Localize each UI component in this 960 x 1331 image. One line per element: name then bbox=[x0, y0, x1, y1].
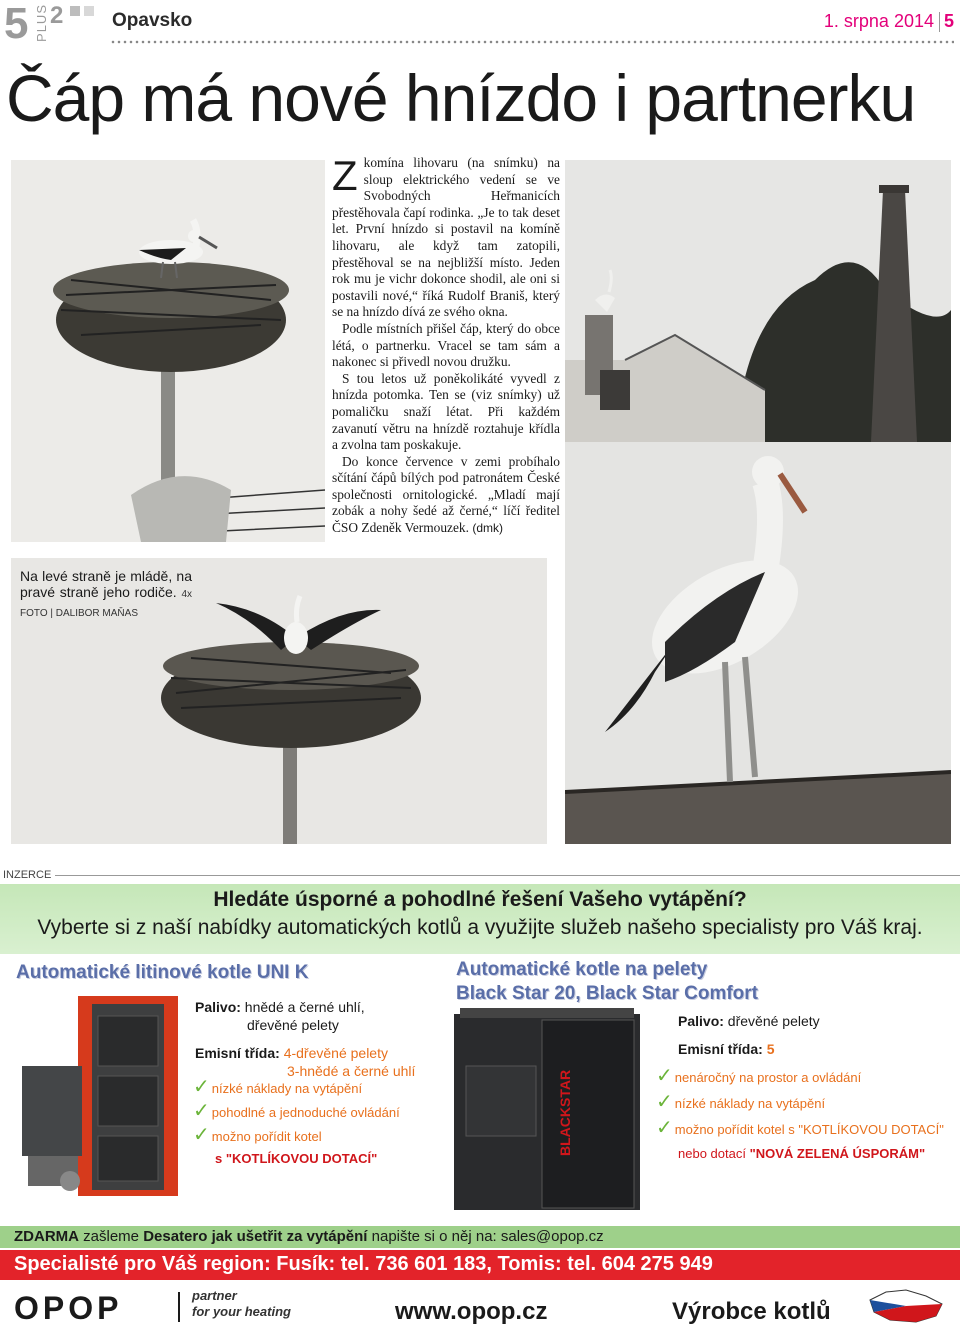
maker-slogan: Výrobce kotlů bbox=[672, 1298, 831, 1325]
opop-logo: OPOP bbox=[14, 1290, 123, 1326]
photo-credit: 4x FOTO | DALIBOR MAŇAS bbox=[20, 589, 193, 619]
ad-headline: Hledáte úsporné a pohodlné řešení Vašeho vytápění? bbox=[213, 888, 747, 911]
contact-email: napište si o něj na: sales@opop.cz bbox=[367, 1228, 604, 1245]
article-paragraph: Podle místních přišel čáp, který do obce létá, o partnerku. Vracel se tam sám a nakonec si přivedl novou družku. bbox=[332, 320, 560, 370]
feature-item: ✓ nenáročný na prostor a ovládání bbox=[656, 1065, 862, 1087]
ad-label: INZERCE bbox=[3, 869, 55, 881]
article-byline: (dmk) bbox=[472, 521, 504, 536]
check-icon: ✓ bbox=[193, 1124, 210, 1146]
ad-divider bbox=[50, 875, 960, 876]
czech-map-flag-icon bbox=[866, 1286, 946, 1326]
dotted-rule bbox=[110, 40, 954, 44]
article-dropcap: Z bbox=[332, 152, 358, 199]
photo-adult-stork bbox=[565, 442, 951, 844]
article-body bbox=[332, 152, 560, 537]
photo-young-stork-nest bbox=[11, 160, 325, 542]
article-paragraph: S tou letos už poněkolikáté vyvedl z hnízda potomka. Ten se (viz snímky) už pomaličku snaží létat. Při každém zavanutí větru na hnízdě roztahuje křídla a zvolna tam poskakuje. bbox=[332, 370, 560, 453]
feature-item: ✓ pohodlné a jednoduché ovládání bbox=[193, 1100, 400, 1122]
masthead-logo-number: 5 bbox=[4, 0, 29, 48]
feature-item: ✓ možno pořídit kotel bbox=[193, 1124, 322, 1146]
logo-divider bbox=[178, 1292, 180, 1322]
ad-left-title: Automatické litinové kotle UNI K bbox=[16, 962, 309, 983]
feature-item: ✓ nízké náklady na vytápění bbox=[656, 1091, 826, 1113]
ad-right-specs: Palivo: dřevěné pelety Emisní třída: 5 bbox=[678, 1013, 820, 1057]
feature-item: ✓ nízké náklady na vytápění bbox=[193, 1076, 363, 1098]
blackstar-label: BLACKSTAR bbox=[557, 1069, 573, 1156]
section-name: Opavsko bbox=[112, 10, 193, 31]
photo-caption: Na levé straně je mládě, na pravé straně jeho rodiče. 4x FOTO | DALIBOR MAŇAS bbox=[20, 568, 193, 619]
page-number: 5 bbox=[943, 11, 954, 31]
boiler-uni-k-image bbox=[20, 986, 185, 1201]
headline: Čáp má nové hnízdo i partnerku bbox=[6, 61, 916, 135]
subsidy-text: nebo dotací "NOVÁ ZELENÁ ÚSPORÁM" bbox=[678, 1146, 926, 1161]
header-divider bbox=[939, 12, 940, 32]
article-paragraph: Do konce července v zemi probíhalo sčítání čápů bílých pod patronátem České společnosti ornitologické. „Mladí mají zobák a nohy šedé až černé,“ líčí ředitel ČSO Zdeněk Vermouzek. (dmk) bbox=[332, 453, 560, 536]
website-link[interactable]: www.opop.cz bbox=[395, 1298, 548, 1325]
masthead-logo-plus: PLUS bbox=[34, 4, 49, 42]
boiler-black-star-image bbox=[452, 1006, 642, 1212]
ad-right-title: Automatické kotle na pelety Black Star 20, Black Star Comfort bbox=[456, 959, 759, 1004]
check-icon: ✓ bbox=[656, 1117, 673, 1139]
subsidy-text: s "KOTLÍKOVOU DOTACÍ" bbox=[215, 1151, 378, 1166]
masthead-square bbox=[70, 6, 80, 16]
ad-specialists-strip: Specialisté pro Váš region: Fusík: tel. 736 601 183, Tomis: tel. 604 275 949 bbox=[0, 1250, 960, 1280]
ad-free-offer-strip: ZDARMA zašleme Desatero jak ušetřit za vytápění napište si o něj na: sales@opop.cz bbox=[0, 1226, 960, 1248]
check-icon: ✓ bbox=[656, 1065, 673, 1087]
ad-subheadline: Vyberte si z naší nabídky automatických kotlů a využijte služeb našeho specialisty pro Váš kraj. bbox=[37, 916, 923, 939]
photo-chimney bbox=[565, 160, 951, 442]
masthead-logo-two: 2 bbox=[50, 2, 64, 29]
check-icon: ✓ bbox=[193, 1076, 210, 1098]
issue-date: 1. srpna 2014 bbox=[823, 11, 934, 31]
masthead-square bbox=[84, 6, 94, 16]
partner-tagline: partner for your heating bbox=[192, 1288, 291, 1319]
ad-left-specs: Palivo: hnědé a černé uhlí, dřevěné pelety Emisní třída: 4-dřevěné pelety 3-hnědé a černé uhlí bbox=[195, 999, 416, 1079]
feature-item: ✓ možno pořídit kotel s "KOTLÍKOVOU DOTACÍ" bbox=[656, 1117, 944, 1139]
article-paragraph: Z komína lihovaru (na snímku) na sloup elektrického vedení se ve Svobodných Heřmanicích přestěhovala čapí rodinka. „Je to tak deset let. První hnízdo si postavil na komíně lihovaru, ale když tam zatopili, přestěhoval se na nejbližší místo. Jeden rok mu je vichr dokonce shodil, ale oni si postavili nové,“ říká Rudolf Braniš, který se na hnízdo dívá ze svého okna. bbox=[332, 152, 560, 320]
ad-left-features bbox=[193, 1076, 400, 1170]
check-icon: ✓ bbox=[656, 1091, 673, 1113]
ad-right-features bbox=[656, 1064, 944, 1166]
check-icon: ✓ bbox=[193, 1100, 210, 1122]
